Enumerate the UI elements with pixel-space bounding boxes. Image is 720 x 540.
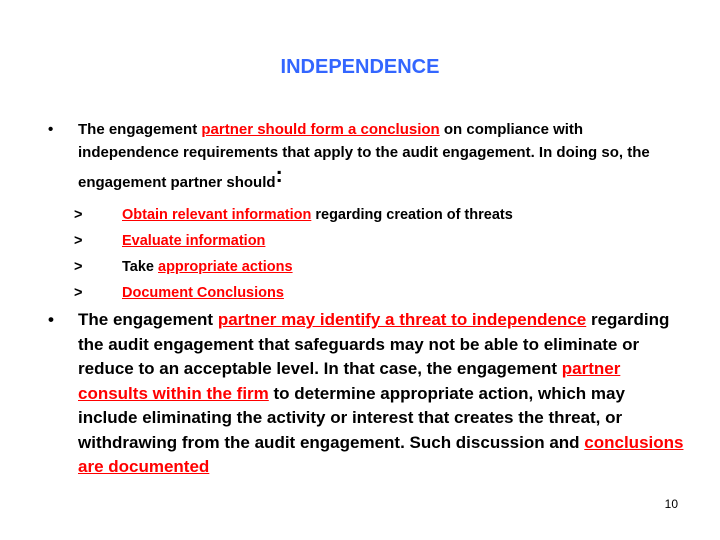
sub-marker: > — [74, 285, 83, 301]
highlight-consults-firm: partner consults within the firm — [78, 359, 621, 403]
text-segment: The engagement — [78, 121, 202, 138]
text-segment: regarding the audit engagement that safeguards may not be able to eliminate or reduce to an acceptable level. In that case, the engagement — [78, 310, 670, 378]
sub-marker: > — [74, 233, 83, 249]
highlight-appropriate-actions: appropriate actions — [158, 259, 293, 275]
subitem-text — [122, 205, 513, 225]
highlight-obtain-information: Obtain relevant information — [122, 207, 312, 223]
bullet-marker: • — [48, 121, 54, 138]
highlight-identify-threat: partner may identify a threat to independence — [217, 310, 587, 329]
sub-marker: > — [74, 259, 83, 275]
subitem-text — [122, 257, 293, 277]
slide-title: INDEPENDENCE — [280, 56, 440, 78]
text-colon: : — [275, 162, 283, 187]
text-segment: to determine appropriate action, which may include eliminating the activity or interest that creates the threat, or withdrawing from the audit engagement. Such discussion and — [78, 383, 625, 452]
text-segment: The engagement — [78, 310, 218, 329]
text-segment: regarding creation of threats — [311, 207, 513, 223]
highlight-evaluate-information: Evaluate information — [122, 233, 266, 249]
text-segment: Take — [122, 259, 159, 275]
highlight-conclusions-documented: conclusions are documented — [78, 432, 684, 476]
page-number: 10 — [664, 497, 678, 511]
sub-marker: > — [74, 207, 83, 223]
highlight-form-conclusion: partner should form a conclusion — [201, 121, 440, 138]
subitem-text — [122, 283, 284, 303]
subitem-text — [122, 231, 265, 251]
text-segment: on compliance with independence requirements that apply to the audit engagement. In doing so, the engagement partner should — [78, 121, 650, 191]
bullet-text — [78, 308, 688, 480]
bullet-text — [78, 118, 688, 194]
highlight-document-conclusions: Document Conclusions — [122, 285, 284, 301]
bullet-marker: • — [48, 310, 54, 329]
